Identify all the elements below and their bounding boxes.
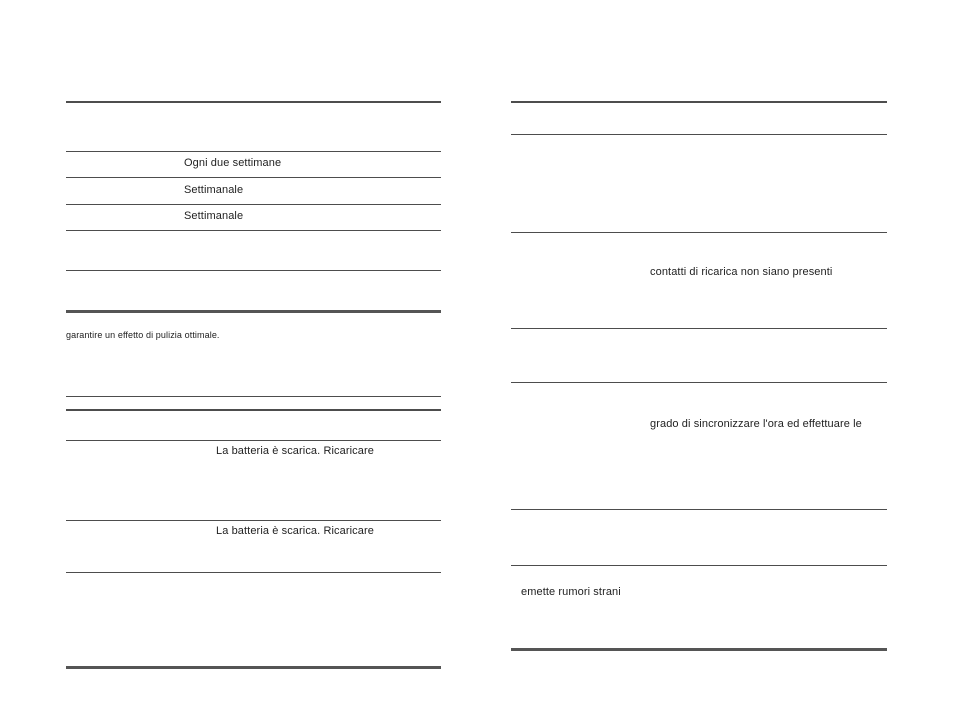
table-row-divider [66, 440, 441, 441]
maintenance-note: garantire un effetto di pulizia ottimale. [66, 330, 220, 340]
frequency-cell: Settimanale [184, 184, 244, 196]
table-row-divider [66, 177, 441, 178]
table-row-divider [511, 565, 887, 566]
table-row-divider [511, 328, 887, 329]
table-row-divider [511, 382, 887, 383]
problem-cell: emette rumori strani [521, 586, 621, 598]
table-row-divider [511, 232, 887, 233]
table-row-divider [66, 151, 441, 152]
frequency-cell: Ogni due settimane [184, 157, 282, 169]
table-row-divider [66, 204, 441, 205]
table-row-divider [66, 230, 441, 231]
table-top-rule [66, 396, 441, 397]
table-top-rule [511, 101, 887, 103]
table-row-divider [66, 520, 441, 521]
table-bottom-rule [511, 648, 887, 651]
table-top-rule [66, 101, 441, 103]
table-header-rule [66, 409, 441, 411]
frequency-cell: Settimanale [184, 210, 244, 222]
solution-cell: contatti di ricarica non siano presenti [650, 266, 833, 278]
solution-cell: grado di sincronizzare l'ora ed effettuare le [650, 418, 862, 430]
solution-cell: La batteria è scarica. Ricaricare [216, 445, 374, 457]
table-row-divider [66, 572, 441, 573]
solution-cell: La batteria è scarica. Ricaricare [216, 525, 374, 537]
table-bottom-rule [66, 310, 441, 313]
table-row-divider [511, 134, 887, 135]
table-row-divider [66, 270, 441, 271]
table-bottom-rule [66, 666, 441, 669]
table-row-divider [511, 509, 887, 510]
